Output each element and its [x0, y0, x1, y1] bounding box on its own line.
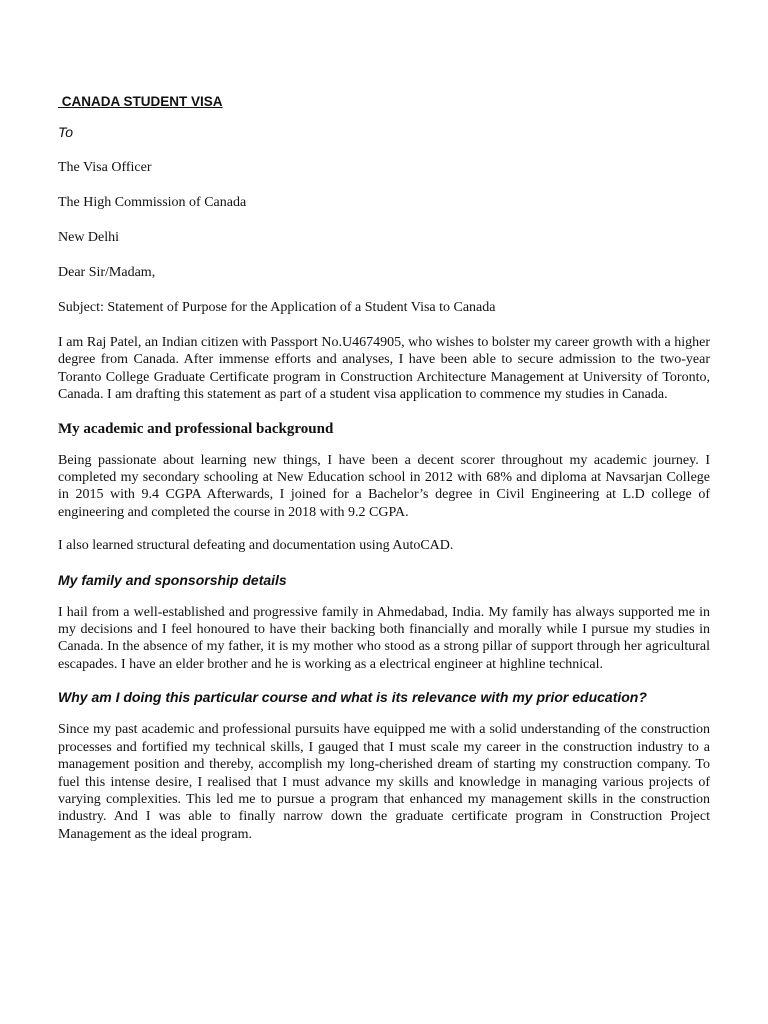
autocad-paragraph: I also learned structural defeating and documentation using AutoCAD. [58, 538, 454, 554]
address-line-commission: The High Commission of Canada [58, 195, 247, 210]
course-paragraph: Since my past academic and professional pursuits have equipped me with a solid understanding of the construction processes and fortified my technical skills, I gauged that I must scale my career in the construction industry to a management position and thereby, accomplish my long-cherished dream of starting my construction company. To fuel this intense desire, I realised that I must advance my skills and knowledge in managing various projects of varying complexities. This led me to pursue a program that enhanced my management skills in the construction industry. And I was able to finally narrow down the graduate certificate program in Construction Project Management as the ideal program. [58, 722, 710, 842]
intro-paragraph: I am Raj Patel, an Indian citizen with Passport No.U4674905, who wishes to bolster my career growth with a higher degree from Canada. After immense efforts and analyses, I have been able to secure admission to the two-year Toranto College Graduate Certificate program in Construction Architecture Management at University of Toronto, Canada. I am drafting this statement as part of a student visa application to commence my studies in Canada. [58, 335, 710, 403]
section-heading-academic: My academic and professional background [58, 420, 334, 437]
section-heading-course: Why am I doing this particular course and what is its relevance with my prior education? [58, 689, 647, 706]
academic-paragraph: Being passionate about learning new things, I have been a decent scorer throughout my academic journey. I completed my secondary schooling at New Education school in 2012 with 68% and diploma at Navsarjan College in 2015 with 9.4 CGPA Afterwards, I joined for a Bachelor’s degree in Civil Engineering at L.D college of engineering and completed the course in 2018 with 9.2 CGPA. [58, 452, 710, 520]
salutation: Dear Sir/Madam, [58, 265, 156, 280]
address-line-city: New Delhi [58, 230, 120, 245]
document-title: CANADA STUDENT VISA [58, 94, 223, 109]
address-line-officer: The Visa Officer [58, 160, 152, 175]
recipient-to: To [58, 124, 74, 140]
subject-line: Subject: Statement of Purpose for the Application of a Student Visa to Canada [58, 300, 496, 315]
section-heading-family: My family and sponsorship details [58, 571, 287, 588]
letter-page [58, 93, 710, 859]
family-paragraph: I hail from a well-established and progressive family in Ahmedabad, India. My family has always supported me in my decisions and I feel honoured to have their backing both financially and morally while I pursue my studies in Canada. In the absence of my father, it is my mother who stood as a strong pillar of support through her agricultural escapades. I have an elder brother and he is working as a electrical engineer at highline technical. [58, 604, 710, 672]
